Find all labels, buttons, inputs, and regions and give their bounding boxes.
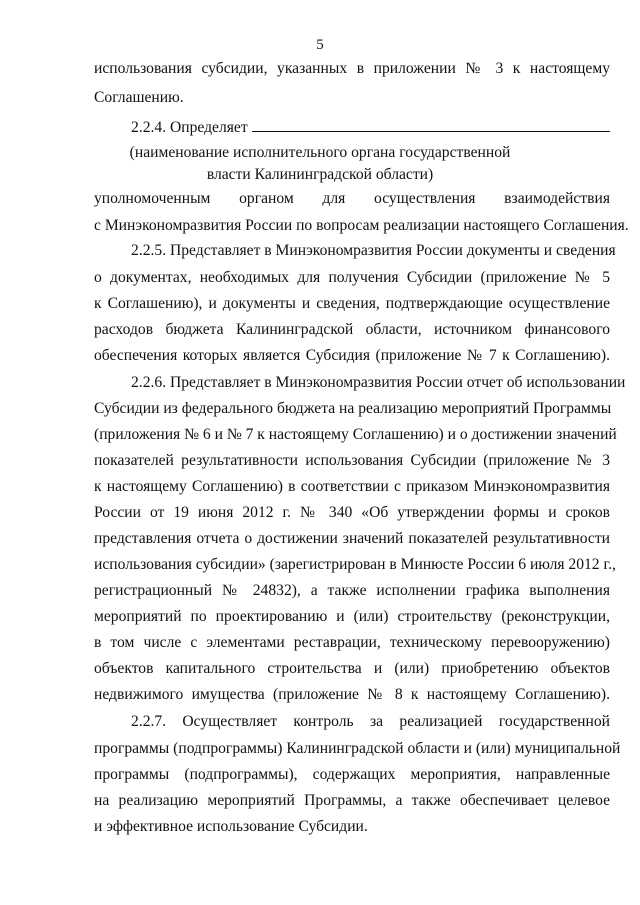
fill-in-blank-line [252,117,610,132]
text-line: России от 19 июня 2012 г. № 340 «Об утверждении формы и сроков [94,504,610,521]
page-number: 5 [316,37,324,53]
clause-2-2-4 [131,117,610,138]
text-line: использования субсидии» (зарегистрирован в Минюсте России 6 июля 2012 г., [94,556,616,573]
blank-caption: (наименование исполнительного органа государственной [129,144,511,161]
text-line: обеспечения которых является Субсидия (приложение № 7 к Соглашению). [94,347,610,364]
text-line: объектов капитального строительства и (или) приобретению объектов [94,660,610,677]
text-line: расходов бюджета Калининградской области, источником финансового [94,321,610,338]
text-line: о документах, необходимых для получения Субсидии (приложение № 5 [94,269,610,286]
text-line: и эффективное использование Субсидии. [94,818,368,835]
clause-2-2-6: 2.2.6. Представляет в Минэкономразвития России отчет об использовании [131,374,626,391]
text-line: представления отчета о достижении значений показателей результативности [94,530,610,547]
text-line: программы (подпрограммы), содержащих мероприятия, направленные [94,766,610,783]
text-line: недвижимого имущества (приложение № 8 к настоящему Соглашению). [94,686,610,703]
text-line: показателей результативности использования Субсидии (приложение № 3 [94,452,610,469]
text-line: мероприятий по проектированию и (или) строительству (реконструкции, [94,608,610,625]
text-line: к Соглашению), и документы и сведения, подтверждающие осуществление [94,295,610,312]
clause-2-2-7: 2.2.7. Осуществляет контроль за реализацией государственной [131,713,610,730]
clause-2-2-5: 2.2.5. Представляет в Минэкономразвития России документы и сведения [131,242,616,259]
text-line: регистрационный № 24832), а также исполнении графика выполнения [94,582,610,599]
blank-caption: власти Калининградской области) [206,166,434,183]
text-line: использования субсидии, указанных в приложении № 3 к настоящему [94,60,610,77]
text-line: на реализацию мероприятий Программы, а также обеспечивает целевое [94,792,610,809]
text-line: Субсидии из федерального бюджета на реализацию мероприятий Программы [94,400,612,417]
text-line: (приложения № 6 и № 7 к настоящему Соглашению) и о достижении значений [94,426,617,443]
text-line: с Минэкономразвития России по вопросам реализации настоящего Соглашения. [94,217,629,234]
text-line: программы (подпрограммы) Калининградской области и (или) муниципальной [94,740,621,757]
text-line: уполномоченным органом для осуществления взаимодействия [94,190,610,207]
text-line: Соглашению. [94,89,184,106]
text-line: к настоящему Соглашению) в соответствии с приказом Минэкономразвития [94,478,610,495]
text-line: в том числе с элементами реставрации, техническому перевооружению) [94,634,610,651]
text-line: 2.2.4. Определяет [131,119,248,136]
